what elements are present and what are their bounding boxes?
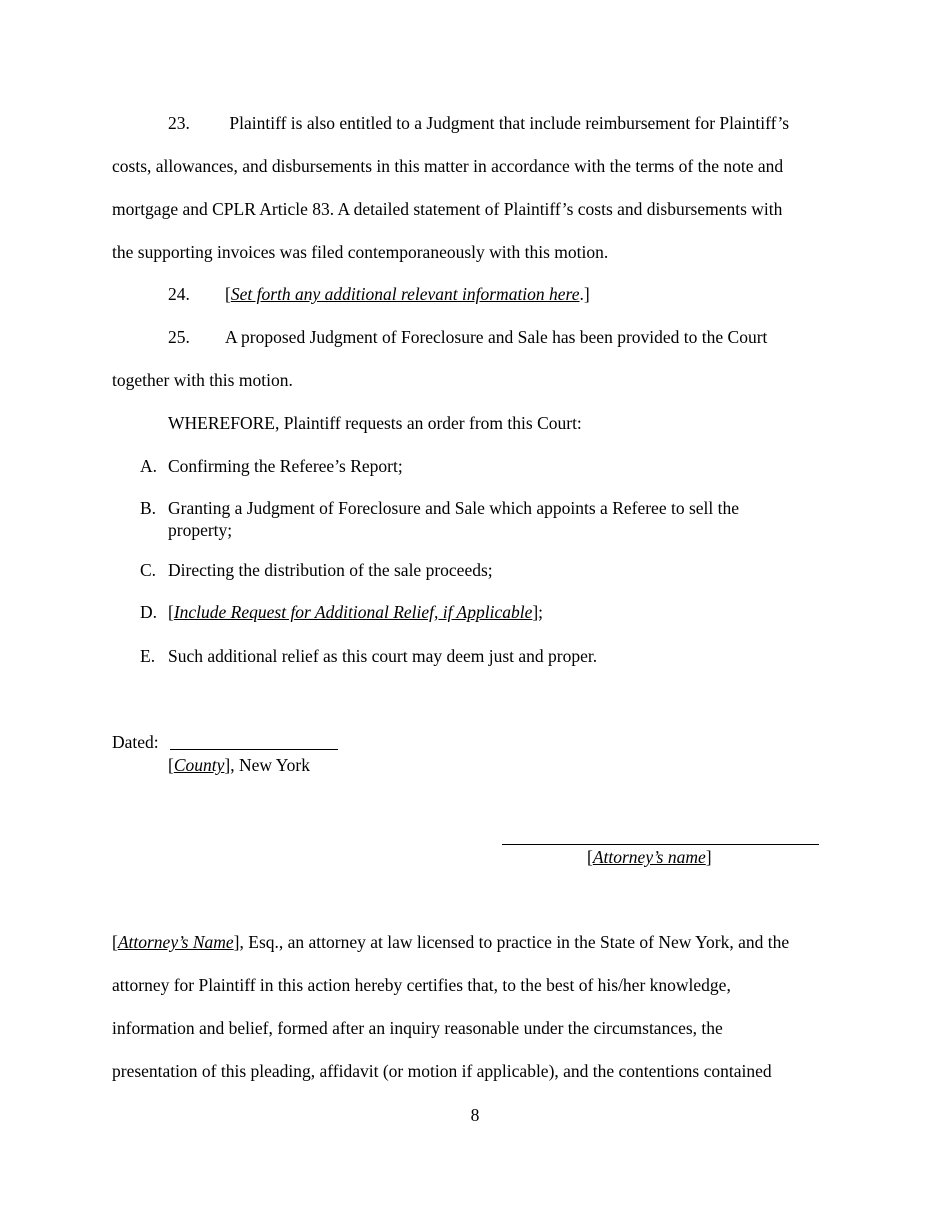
request-text: Granting a Judgment of Foreclosure and Sale which appoints a Referee to sell the property; [168, 498, 740, 540]
certification-line: presentation of this pleading, affidavit (or motion if applicable), and the contentions contained [112, 1061, 772, 1081]
wherefore-clause [112, 402, 847, 445]
paragraph-25 [112, 316, 847, 402]
wherefore-text: WHEREFORE, Plaintiff requests an order from this Court: [168, 413, 582, 433]
placeholder-attorney-name: Attorney’s Name [117, 932, 234, 952]
request-item-e [140, 645, 820, 667]
paragraph-number: 24. [168, 284, 190, 304]
certification-text: ], Esq., an attorney at law licensed to practice in the State of New York, and the [233, 932, 790, 952]
placeholder-additional-relief: Include Request for Additional Relief, if Applicable [173, 602, 533, 622]
placeholder-attorney-name: Attorney’s name [592, 847, 706, 867]
bracket-open: [ [168, 755, 174, 775]
certification-line: attorney for Plaintiff in this action hereby certifies that, to the best of his/her knowledge, [112, 975, 731, 995]
attorney-name-signature [587, 846, 712, 868]
bracket-close: ]; [532, 602, 544, 622]
dated-label: Dated: [112, 732, 159, 752]
request-letter: A. [140, 456, 158, 476]
signature-line [502, 844, 819, 845]
paragraph-text-line: costs, allowances, and disbursements in this matter in accordance with the terms of the note and [112, 156, 784, 176]
request-text: Confirming the Referee’s Report; [168, 456, 403, 476]
page-number: 8 [470, 1105, 480, 1125]
bracket-open: [ [225, 284, 231, 304]
date-blank-line [170, 749, 338, 750]
placeholder-additional-information: Set forth any additional relevant information here [230, 284, 580, 304]
bracket-open: [ [112, 932, 118, 952]
paragraph-23 [112, 102, 847, 274]
request-text [168, 601, 808, 623]
certification-line [112, 921, 847, 964]
request-item-b [140, 497, 820, 541]
request-letter: C. [140, 560, 157, 580]
paragraph-text-line: A proposed Judgment of Foreclosure and Sale has been provided to the Court [225, 327, 768, 347]
paragraph-number: 25. [168, 327, 190, 347]
request-letter: E. [140, 646, 156, 666]
paragraph-text-line: together with this motion. [112, 370, 293, 390]
attorney-certification [112, 921, 847, 1093]
bracket-close: ] [705, 847, 712, 867]
county-state-text: ], New York [224, 755, 310, 775]
bracket-open: [ [168, 602, 174, 622]
request-item-c [140, 559, 820, 581]
county-line [168, 754, 310, 776]
request-text: Such additional relief as this court may deem just and proper. [168, 646, 598, 666]
bracket-open: [ [587, 847, 593, 867]
request-text: Directing the distribution of the sale proceeds; [168, 560, 493, 580]
paragraph-text-line: the supporting invoices was filed contemporaneously with this motion. [112, 242, 609, 262]
placeholder-county: County [173, 755, 225, 775]
paragraph-text-line: Plaintiff is also entitled to a Judgment that include reimbursement for Plaintiff’s [225, 113, 790, 133]
paragraph-24 [112, 273, 847, 316]
request-letter: D. [140, 602, 158, 622]
request-item-d [140, 601, 820, 623]
request-letter: B. [140, 498, 157, 518]
paragraph-number: 23. [168, 113, 190, 133]
certification-line: information and belief, formed after an inquiry reasonable under the circumstances, the [112, 1018, 723, 1038]
bracket-close: .] [579, 284, 590, 304]
request-item-a [140, 455, 820, 477]
paragraph-text-line: mortgage and CPLR Article 83. A detailed statement of Plaintiff’s costs and disbursements with [112, 199, 783, 219]
